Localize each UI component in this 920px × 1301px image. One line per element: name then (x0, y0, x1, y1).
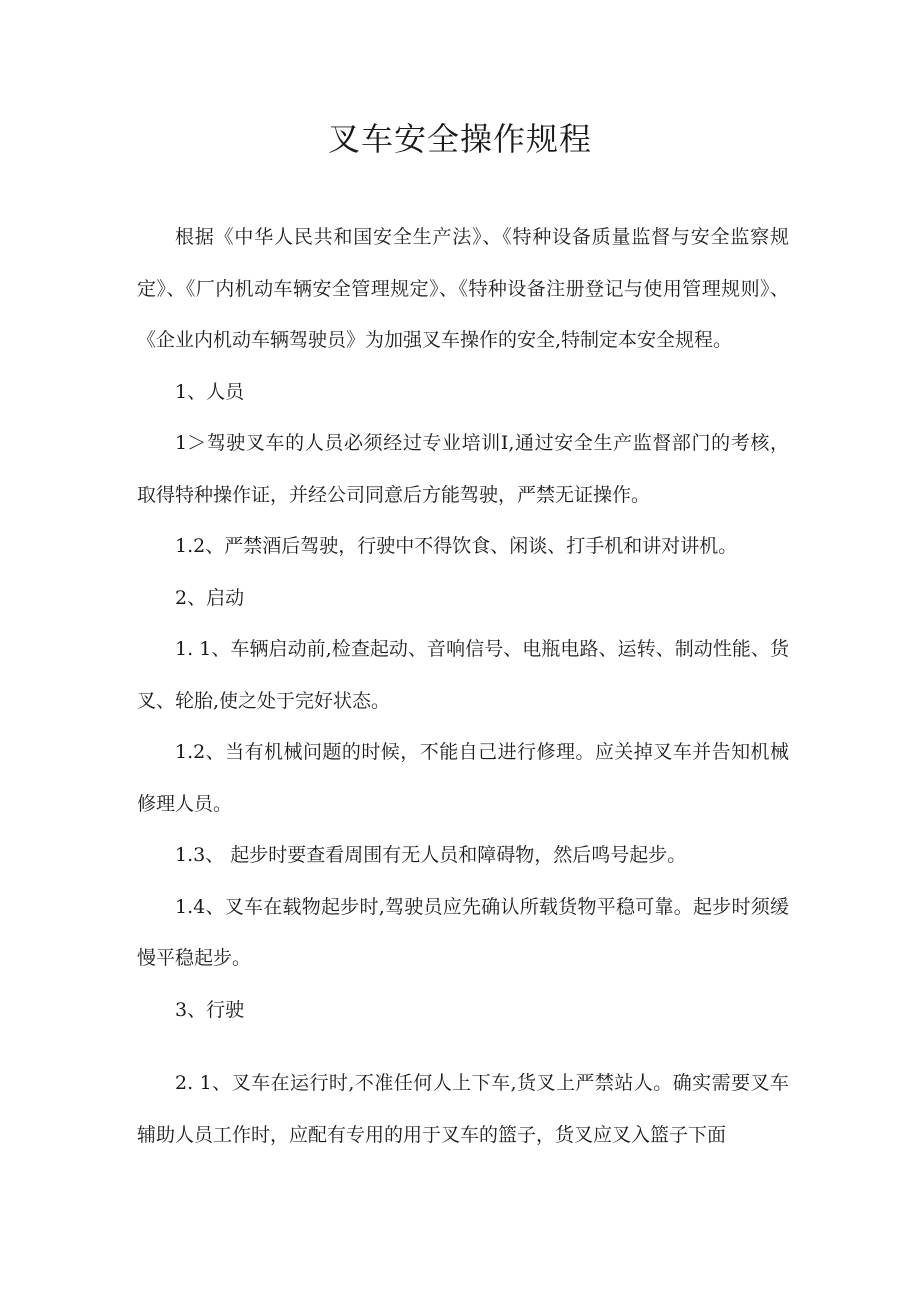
clause-1-2: 1.2、严禁酒后驾驶，行驶中不得饮食、闲谈、打手机和讲对讲机。 (175, 535, 738, 557)
section-heading-driving: 3、行驶 (175, 998, 245, 1021)
clause-2-1: 1. 1、车辆启动前,检查起动、音响信号、电瓶电路、运转、制动性能、货叉、轮胎,使之处于完好状态。 (137, 638, 789, 712)
section-heading-startup: 2、启动 (175, 586, 245, 609)
document-body (137, 212, 789, 1161)
clause-2-2: 1.2、当有机械问题的时候，不能自己进行修理。应关掉叉车并告知机械修理人员。 (137, 741, 789, 815)
document-title: 叉车安全操作规程 (327, 120, 592, 158)
clause-2-4: 1.4、叉车在载物起步时,驾驶员应先确认所载货物平稳可靠。起步时须缓慢平稳起步。 (137, 895, 789, 969)
section-heading-personnel: 1、人员 (175, 380, 245, 403)
clause-1-1: 1＞驾驶叉车的人员必须经过专业培训I,通过安全生产监督部门的考核，取得特种操作证，并经公司同意后方能驾驶，严禁无证操作。 (137, 432, 789, 506)
clause-2-3: 1.3、 起步时要查看周围有无人员和障碍物，然后鸣号起步。 (175, 844, 687, 866)
intro-paragraph: 根据《中华人民共和国安全生产法》、《特种设备质量监督与安全监察规定》、《厂内机动车辆安全管理规定》、《特种设备注册登记与使用管理规则》、《企业内机动车辆驾驶员》为加强叉车操作的安全,特制定本安全规程。 (137, 226, 789, 351)
clause-3-1: 2. 1、叉车在运行时,不准任何人上下车,货叉上严禁站人。确实需要叉车辅助人员工作时，应配有专用的用于叉车的篮子，货叉应叉入篮子下面 (137, 1072, 789, 1146)
